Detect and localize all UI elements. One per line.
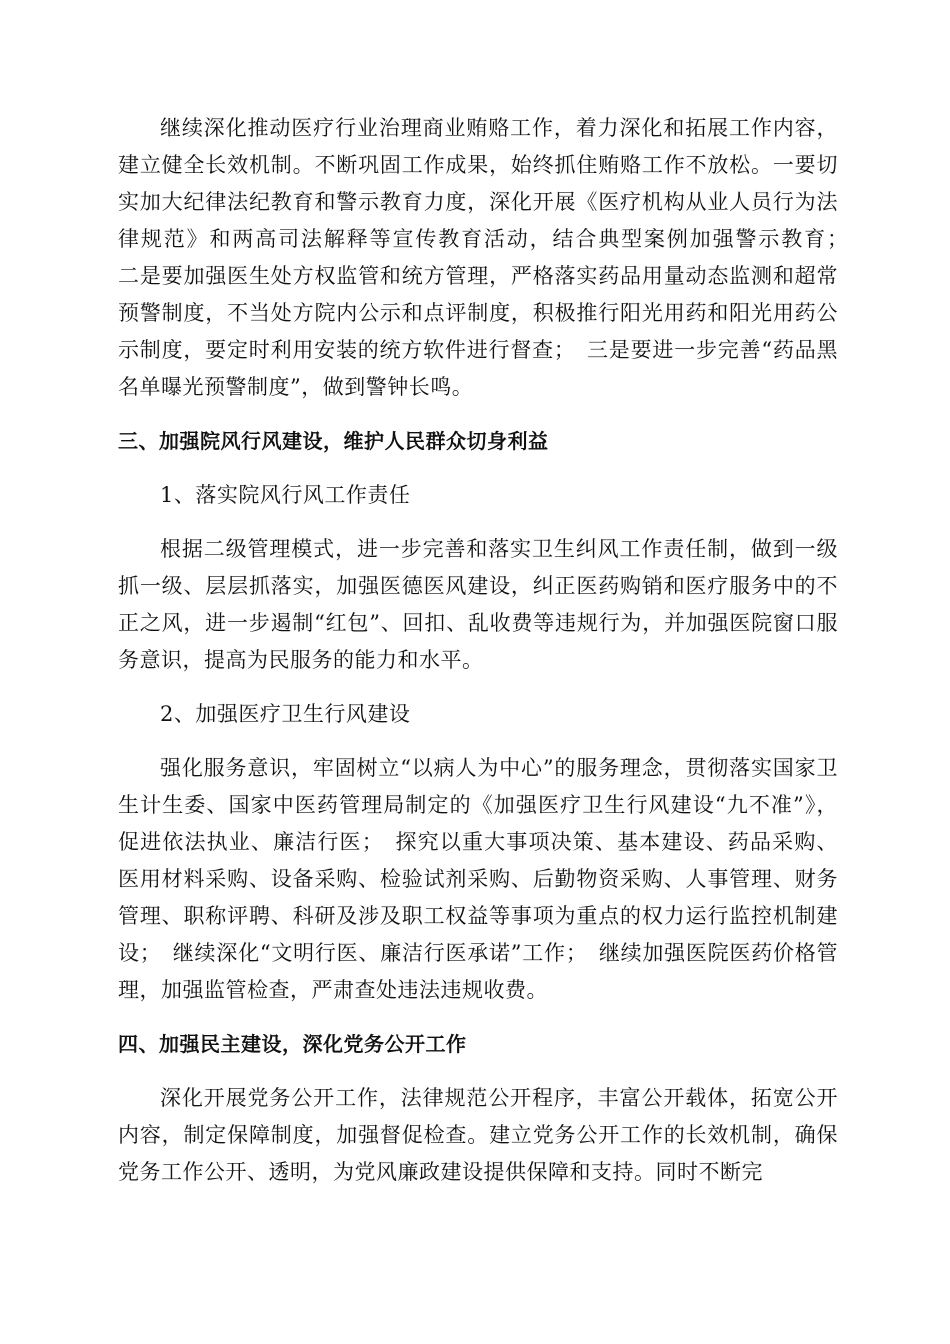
paragraph-gap xyxy=(118,1063,838,1080)
paragraph-gap xyxy=(118,514,838,531)
paragraph-service-awareness: 强化服务意识，牢固树立“以病人为中心”的服务理念，贯彻落实国家卫生计生委、国家中医药管理局制定的《加强医疗卫生行风建设“九不准”》，促进依法执业、廉洁行医； 探究以重大事项决策、基本建设、药品采购、医用材料采购、设备采购、检验试剂采购、后勤物资采购、人事管理、财务管理、职称评聘、科研及涉及职工权益等事项为重点的权力运行监控机制建设； 继续深化“文明行医、廉洁行医承诺”工作； 继续加强医院医药价格管理，加强监管检查，严肃查处违法违规收费。 xyxy=(118,756,838,1002)
subheading-2: 2、加强医疗卫生行风建设 xyxy=(160,702,411,726)
paragraph-bribery-work: 继续深化推动医疗行业治理商业贿赂工作，着力深化和拓展工作内容，建立健全长效机制。不断巩固工作成果，始终抓住贿赂工作不放松。一要切实加大纪律法纪教育和警示教育力度，深化开展《医疗机构从业人员行为法律规范》和两高司法解释等宣传教育活动，结合典型案例加强警示教育； 二是要加强医生处方权监管和统方管理，严格落实药品用量动态监测和超常预警制度，不当处方院内公示和点评制度，积极推行阳光用药和阳光用药公示制度，要定时利用安装的统方软件进行督查； 三是要进一步完善“药品黑名单曝光预警制度”，做到警钟长鸣。 xyxy=(118,116,860,399)
paragraph-gap xyxy=(118,679,838,696)
paragraph-gap xyxy=(118,733,838,750)
paragraph-gap xyxy=(118,406,838,423)
paragraph-party-affairs: 深化开展党务公开工作，法律规范公开程序，丰富公开载体，拓宽公开内容，制定保障制度，加强督促检查。建立党务公开工作的长效机制，确保党务工作公开、透明，为党风廉政建设提供保障和支持。同时不断完 xyxy=(118,1086,838,1184)
paragraph-gap xyxy=(118,460,838,477)
paragraph-responsibility: 根据二级管理模式，进一步完善和落实卫生纠风工作责任制，做到一级抓一级、层层抓落实，加强医德医风建设，纠正医药购销和医疗服务中的不正之风，进一步遏制“红包”、回扣、乱收费等违规行为，并加强医院窗口服务意识，提高为民服务的能力和水平。 xyxy=(118,537,838,672)
paragraph-gap xyxy=(118,1009,838,1026)
section-heading-3: 三、加强院风行风建设，维护人民群众切身利益 xyxy=(118,429,549,453)
document-page xyxy=(118,110,860,1191)
subheading-1: 1、落实院风行风工作责任 xyxy=(160,483,411,507)
section-heading-4: 四、加强民主建设，深化党务公开工作 xyxy=(118,1032,467,1056)
